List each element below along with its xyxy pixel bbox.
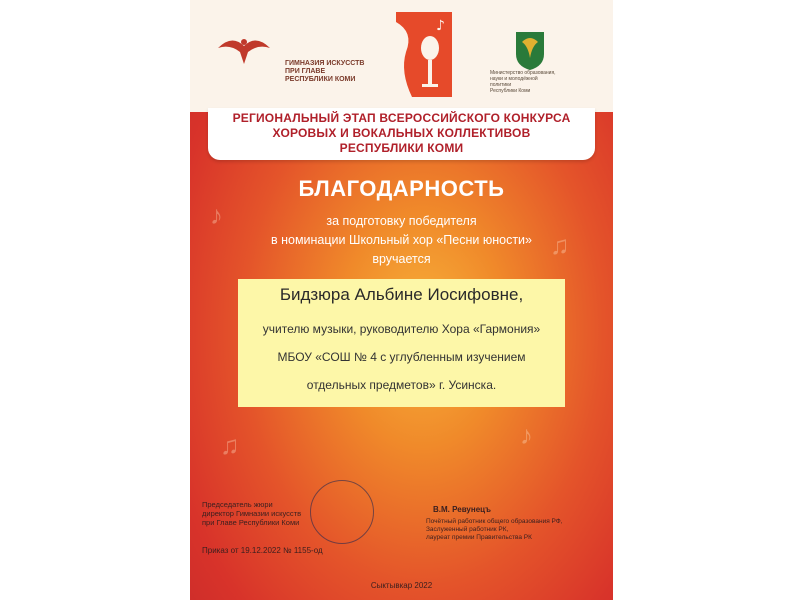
recipient-line-3: отдельных предметов» г. Усинска. — [306, 378, 497, 392]
body-line-2: в номинации Школьный хор «Песни юности» — [270, 233, 532, 247]
order-number: Приказ от 19.12.2022 № 1155-од — [202, 546, 323, 555]
music-note-icon: ♫ — [550, 230, 570, 260]
music-note-icon: ♫ — [220, 430, 240, 460]
svg-text:♪: ♪ — [436, 18, 445, 34]
recipient-line-2: МБОУ «СОШ № 4 с углубленным изучением — [277, 350, 526, 364]
recipient-name: Бидзюра Альбине Иосифовне, — [279, 285, 524, 304]
signatory-name: В.М. Ревунецъ — [433, 505, 491, 514]
music-note-icon: ♪ — [520, 420, 533, 450]
ministry-emblem-text: Министерство образования, науки и молодёжной политики Республики Коми — [490, 70, 556, 94]
bird-logo-icon — [214, 30, 274, 70]
signatory-titles: Почётный работник общего образования РФ, Заслуженный работник РК, лауреат премии Правительства РК — [426, 518, 563, 541]
banner-line-3: РЕСПУБЛИКИ КОМИ — [339, 141, 464, 155]
recipient-line-1: учителю музыки, руководителю Хора «Гармония» — [262, 322, 541, 336]
jury-chair-block: Председатель жюри директор Гимназии искусств при Главе Республики Коми — [202, 500, 302, 527]
komi-emblem-icon — [510, 28, 550, 72]
certificate-heading: БЛАГОДАРНОСТЬ — [298, 176, 505, 201]
body-line-1: за подготовку победителя — [326, 214, 477, 228]
banner-line-1: РЕГИОНАЛЬНЫЙ ЭТАП ВСЕРОССИЙСКОГО КОНКУРСА — [232, 111, 571, 125]
gymnasium-logo-text: ГИМНАЗИЯ ИСКУССТВ ПРИ ГЛАВЕ РЕСПУБЛИКИ КОМИ — [285, 60, 365, 83]
city-year: Сыктывкар 2022 — [370, 581, 433, 590]
microphone-logo — [396, 12, 452, 97]
microphone-icon — [396, 12, 452, 97]
banner-line-2: ХОРОВЫХ И ВОКАЛЬНЫХ КОЛЛЕКТИВОВ — [272, 126, 531, 140]
seal-stamp — [310, 480, 374, 544]
recipient-box — [238, 279, 565, 407]
body-line-3: вручается — [372, 252, 431, 266]
contest-title-banner — [208, 108, 595, 160]
certificate — [190, 0, 613, 600]
music-note-icon: ♪ — [210, 200, 223, 230]
